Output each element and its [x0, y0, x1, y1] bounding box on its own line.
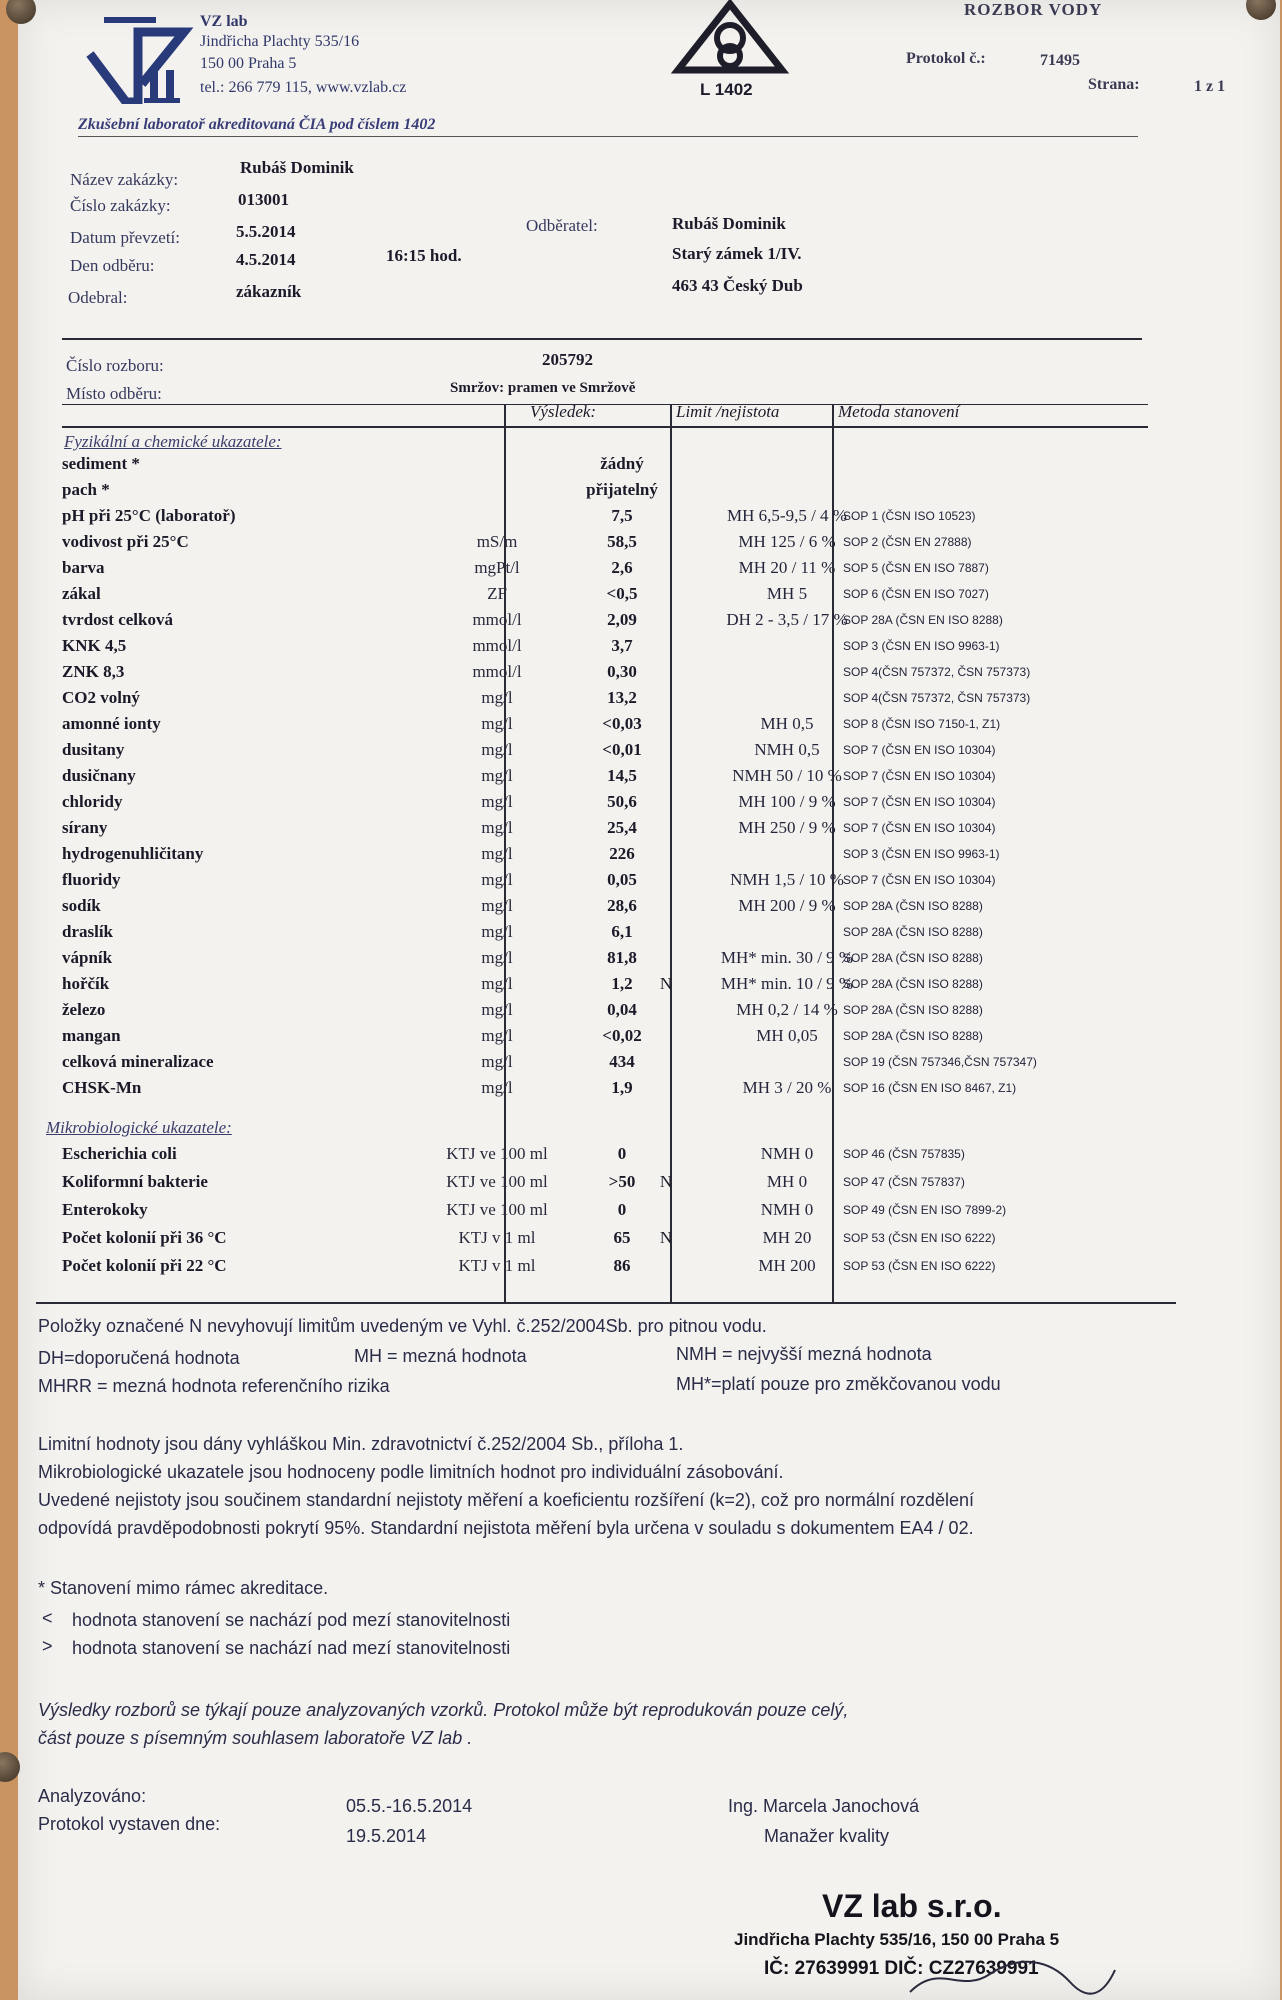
parameter-method: SOP 3 (ČSN EN ISO 9963-1): [843, 639, 1000, 653]
parameter-unit: mmol/l: [472, 662, 522, 681]
parameter-unit: KTJ ve 100 ml: [446, 1172, 548, 1191]
parameter-name: vodivost při 25°C: [62, 532, 189, 551]
table-row: [62, 818, 1172, 844]
issued-label: Protokol vystaven dne:: [38, 1814, 221, 1834]
parameter-limit: MH 0,2 / 14 %: [736, 1000, 838, 1019]
table-row: [62, 714, 1172, 740]
parameter-method: SOP 7 (ČSN EN ISO 10304): [843, 795, 996, 809]
accreditation-line: Zkušební laboratoř akreditovaná ČIA pod číslem 1402: [78, 116, 436, 133]
parameter-unit: mmol/l: [472, 610, 522, 629]
customer-label: Odběratel:: [526, 216, 598, 235]
parameter-result: <0,03: [602, 714, 642, 733]
order-name-label: Název zakázky:: [70, 170, 179, 189]
cia-accreditation-logo: [670, 0, 790, 82]
table-row: [62, 1256, 1172, 1282]
legend-n-items: Položky označené N nevyhovují limitům uvedeným ve Vyhl. č.252/2004Sb. pro pitnou vodu.: [38, 1316, 767, 1336]
parameter-limit: MH 5: [766, 584, 808, 603]
parameter-unit: mmol/l: [472, 636, 522, 655]
parameter-method: SOP 16 (ČSN EN ISO 8467, Z1): [843, 1081, 1017, 1095]
parameter-unit: KTJ v 1 ml: [458, 1256, 536, 1275]
analysis-number-value: 205792: [542, 350, 593, 369]
parameter-result: 13,2: [607, 688, 637, 707]
table-row: [62, 636, 1172, 662]
parameter-method: SOP 28A (ČSN ISO 8288): [843, 977, 983, 991]
table-row: [62, 974, 1172, 1000]
parameter-unit: mg/l: [481, 688, 513, 707]
parameter-result: <0,01: [602, 740, 642, 759]
stamp-address: Jindřicha Plachty 535/16, 150 00 Praha 5: [734, 1930, 1060, 1949]
table-row: [62, 454, 1172, 480]
parameter-limit: MH 125 / 6 %: [738, 532, 836, 551]
page-value: 1 z 1: [1194, 78, 1226, 95]
parameter-flag: N: [659, 974, 673, 993]
sampling-place-label: Místo odběru:: [66, 384, 162, 403]
parameter-result: 0: [617, 1144, 627, 1163]
parameter-method: SOP 53 (ČSN EN ISO 6222): [843, 1231, 996, 1245]
parameter-name: KNK 4,5: [62, 636, 127, 655]
parameter-name: sediment *: [62, 454, 140, 473]
parameter-name: Enterokoky: [62, 1200, 148, 1219]
protocol-label: Protokol č.:: [906, 50, 986, 67]
section-physchem: Fyzikální a chemické ukazatele:: [64, 432, 282, 451]
analyzed-value: 05.5.-16.5.2014: [346, 1796, 473, 1816]
column-header-result: Výsledek:: [530, 402, 597, 421]
pin-bottom-left: [0, 1752, 20, 1782]
parameter-limit: NMH 50 / 10 %: [732, 766, 842, 785]
parameter-method: SOP 28A (ČSN ISO 8288): [843, 1029, 983, 1043]
document-title: ROZBOR VODY: [964, 0, 1103, 19]
parameter-name: mangan: [62, 1026, 121, 1045]
analyzed-label: Analyzováno:: [38, 1786, 147, 1806]
table-row: [62, 870, 1172, 896]
parameter-name: vápník: [62, 948, 113, 967]
parameter-result: 6,1: [611, 922, 633, 941]
parameter-method: SOP 7 (ČSN EN ISO 10304): [843, 821, 996, 835]
parameter-unit: mg/l: [481, 1078, 513, 1097]
parameter-name: železo: [62, 1000, 106, 1019]
legend-nmh: NMH = nejvyšší mezná hodnota: [676, 1344, 932, 1364]
customer-city: 463 43 Český Dub: [672, 276, 803, 295]
parameter-result: 1,9: [611, 1078, 633, 1097]
parameter-limit: MH* min. 30 / 9 %: [720, 948, 854, 967]
parameter-name: Počet kolonií při 36 °C: [62, 1228, 227, 1247]
table-row: [62, 1052, 1172, 1078]
table-row: [62, 610, 1172, 636]
lab-contact: tel.: 266 779 115, www.vzlab.cz: [200, 79, 407, 96]
parameter-method: SOP 28A (ČSN EN ISO 8288): [843, 613, 1003, 627]
parameter-limit: MH 250 / 9 %: [738, 818, 836, 837]
disclaimer-line2: část pouze s písemným souhlasem laboratoře VZ lab .: [38, 1728, 473, 1748]
parameter-method: SOP 4(ČSN 757372, ČSN 757373): [843, 665, 1031, 679]
parameter-result: 2,6: [611, 558, 633, 577]
parameter-unit: KTJ v 1 ml: [458, 1228, 536, 1247]
lab-address-line2: 150 00 Praha 5: [200, 55, 297, 72]
parameter-name: CHSK-Mn: [62, 1078, 142, 1097]
table-row: [62, 688, 1172, 714]
table-row: [62, 1200, 1172, 1226]
parameter-name: Escherichia coli: [62, 1144, 177, 1163]
parameter-unit: mg/l: [481, 922, 513, 941]
cia-code: L 1402: [700, 80, 753, 99]
parameter-unit: mg/l: [481, 870, 513, 889]
parameter-result: 58,5: [607, 532, 637, 551]
parameter-method: SOP 46 (ČSN 757835): [843, 1147, 965, 1161]
table-row: [62, 1172, 1172, 1198]
table-row: [62, 1144, 1172, 1170]
parameter-method: SOP 28A (ČSN ISO 8288): [843, 1003, 983, 1017]
parameter-result: 434: [609, 1052, 635, 1071]
lab-name: VZ lab: [200, 13, 248, 30]
order-number-value: 013001: [238, 190, 289, 209]
symbol-lt: <: [42, 1608, 53, 1628]
parameter-name: pach *: [62, 480, 110, 499]
parameter-name: amonné ionty: [62, 714, 161, 733]
issued-value: 19.5.2014: [346, 1826, 427, 1846]
parameter-result: 14,5: [607, 766, 637, 785]
parameter-unit: mgPt/l: [474, 558, 520, 577]
table-row: [62, 896, 1172, 922]
accreditation-rule: [78, 136, 1138, 137]
parameter-method: SOP 3 (ČSN EN ISO 9963-1): [843, 847, 1000, 861]
parameter-unit: mg/l: [481, 818, 513, 837]
note-limits: Limitní hodnoty jsou dány vyhláškou Min. zdravotnictví č.252/2004 Sb., příloha 1.: [38, 1434, 684, 1454]
table-row: [62, 922, 1172, 948]
parameter-unit: mg/l: [481, 1026, 513, 1045]
parameter-name: Koliformní bakterie: [62, 1172, 208, 1191]
parameter-limit: NMH 0: [760, 1200, 814, 1219]
parameter-method: SOP 7 (ČSN EN ISO 10304): [843, 769, 996, 783]
column-header-rule: [62, 426, 1148, 428]
lab-address-line1: Jindřicha Plachty 535/16: [200, 33, 360, 50]
note-uncertainty-2: odpovídá pravděpodobnosti pokrytí 95%. Standardní nejistota měření byla určena v souladu s dokumentem EA4 / 02.: [38, 1518, 974, 1538]
table-row: [62, 740, 1172, 766]
parameter-unit: mg/l: [481, 1000, 513, 1019]
parameter-limit: MH 20: [762, 1228, 812, 1247]
parameter-flag: N: [659, 1228, 673, 1247]
signature: [900, 1952, 1120, 1998]
page-label: Strana:: [1088, 76, 1140, 93]
parameter-result: 0,05: [607, 870, 637, 889]
parameter-method: SOP 8 (ČSN ISO 7150-1, Z1): [843, 717, 1001, 731]
sampled-by-value: zákazník: [236, 282, 302, 301]
legend-dh: DH=doporučená hodnota: [38, 1348, 240, 1368]
parameter-result: 0,30: [607, 662, 637, 681]
parameter-name: barva: [62, 558, 105, 577]
symbol-star: * Stanovení mimo rámec akreditace.: [38, 1578, 329, 1598]
parameter-unit: mg/l: [481, 974, 513, 993]
parameter-unit: KTJ ve 100 ml: [446, 1144, 548, 1163]
disclaimer-line1: Výsledky rozborů se týkají pouze analyzovaných vzorků. Protokol může být reprodukován pouze celý,: [38, 1700, 849, 1720]
parameter-name: fluoridy: [62, 870, 121, 889]
parameter-method: SOP 1 (ČSN ISO 10523): [843, 509, 976, 523]
signer-name: Ing. Marcela Janochová: [728, 1796, 920, 1816]
parameter-limit: MH* min. 10 / 9 %: [720, 974, 854, 993]
table-row: [62, 844, 1172, 870]
parameter-result: 226: [609, 844, 635, 863]
parameter-limit: NMH 0,5: [754, 740, 820, 759]
order-divider: [62, 338, 1142, 340]
parameter-unit: mg/l: [481, 740, 513, 759]
parameter-result: 0: [617, 1200, 627, 1219]
parameter-method: SOP 7 (ČSN EN ISO 10304): [843, 743, 996, 757]
parameter-result: 50,6: [607, 792, 637, 811]
section-micro: Mikrobiologické ukazatele:: [46, 1118, 232, 1137]
sampled-by-label: Odebral:: [68, 288, 128, 307]
parameter-name: hořčík: [62, 974, 110, 993]
parameter-limit: NMH 1,5 / 10 %: [730, 870, 844, 889]
parameter-method: SOP 28A (ČSN ISO 8288): [843, 951, 983, 965]
parameter-result: 2,09: [607, 610, 637, 629]
parameter-unit: ZF: [487, 584, 507, 603]
parameter-limit: MH 0,5: [760, 714, 814, 733]
table-row: [62, 558, 1172, 584]
parameter-name: pH při 25°C (laboratoř): [62, 506, 236, 525]
parameter-name: Počet kolonií při 22 °C: [62, 1256, 227, 1275]
parameter-limit: MH 200: [758, 1256, 816, 1275]
parameter-unit: KTJ ve 100 ml: [446, 1200, 548, 1219]
parameter-result: 81,8: [607, 948, 637, 967]
parameter-method: SOP 6 (ČSN EN ISO 7027): [843, 587, 989, 601]
parameter-result: >50: [608, 1172, 636, 1191]
note-uncertainty-1: Uvedené nejistoty jsou součinem standardní nejistoty měření a koeficientu rozšíření (k=2), což pro normální rozdělení: [38, 1490, 974, 1510]
table-row: [62, 506, 1172, 532]
parameter-limit: MH 100 / 9 %: [738, 792, 836, 811]
symbol-gt-text: hodnota stanovení se nachází nad mezí stanovitelnosti: [72, 1638, 511, 1658]
note-micro: Mikrobiologické ukazatele jsou hodnoceny podle limitních hodnot pro individuální zásobování.: [38, 1462, 784, 1482]
parameter-limit: MH 200 / 9 %: [738, 896, 836, 915]
column-header-method: Metoda stanovení: [838, 402, 960, 421]
parameter-limit: DH 2 - 3,5 / 17 %: [726, 610, 848, 629]
sampling-day-value: 4.5.2014: [236, 250, 296, 269]
parameter-result: přijatelný: [586, 480, 658, 499]
parameter-unit: mg/l: [481, 1052, 513, 1071]
parameter-name: tvrdost celková: [62, 610, 173, 629]
parameter-result: 28,6: [607, 896, 637, 915]
parameter-method: SOP 28A (ČSN ISO 8288): [843, 925, 983, 939]
parameter-name: celková mineralizace: [62, 1052, 214, 1071]
parameter-limit: MH 0,05: [756, 1026, 818, 1045]
parameter-name: CO2 volný: [62, 688, 140, 707]
table-row: [62, 1000, 1172, 1026]
table-row: [62, 532, 1172, 558]
parameter-name: draslík: [62, 922, 114, 941]
parameter-name: hydrogenuhličitany: [62, 844, 204, 863]
parameter-method: SOP 28A (ČSN ISO 8288): [843, 899, 983, 913]
sampling-place-value: Smržov: pramen ve Smržově: [450, 380, 636, 396]
table-row: [62, 1026, 1172, 1052]
customer-name: Rubáš Dominik: [672, 214, 786, 233]
analysis-number-label: Číslo rozboru:: [66, 356, 164, 375]
table-row: [62, 948, 1172, 974]
customer-street: Starý zámek 1/IV.: [672, 244, 802, 263]
parameter-name: ZNK 8,3: [62, 662, 125, 681]
parameter-limit: MH 6,5-9,5 / 4 %: [727, 506, 847, 525]
parameter-limit: NMH 0: [760, 1144, 814, 1163]
parameter-method: SOP 49 (ČSN EN ISO 7899-2): [843, 1203, 1007, 1217]
stamp-ids: IČ: 27639991 DIČ: CZ27639991: [764, 1958, 1039, 1979]
parameter-name: chloridy: [62, 792, 123, 811]
parameter-method: SOP 7 (ČSN EN ISO 10304): [843, 873, 996, 887]
parameter-unit: mS/m: [476, 532, 518, 551]
parameter-result: 86: [613, 1256, 631, 1275]
parameter-result: 3,7: [611, 636, 633, 655]
parameter-name: sodík: [62, 896, 101, 915]
parameter-limit: MH 3 / 20 %: [742, 1078, 832, 1097]
place-rule: [62, 404, 1148, 405]
parameter-name: sírany: [62, 818, 108, 837]
parameter-result: <0,02: [602, 1026, 642, 1045]
parameter-method: SOP 53 (ČSN EN ISO 6222): [843, 1259, 996, 1273]
parameter-method: SOP 5 (ČSN EN ISO 7887): [843, 561, 989, 575]
sampling-time: 16:15 hod.: [386, 246, 462, 265]
table-row: [62, 1078, 1172, 1104]
parameter-limit: MH 0: [766, 1172, 808, 1191]
symbol-gt: >: [42, 1636, 53, 1656]
parameter-result: <0,5: [606, 584, 638, 603]
parameter-unit: mg/l: [481, 714, 513, 733]
received-date-label: Datum převzetí:: [70, 228, 180, 247]
parameter-method: SOP 19 (ČSN 757346,ČSN 757347): [843, 1055, 1037, 1069]
table-row: [62, 662, 1172, 688]
table-row: [62, 480, 1172, 506]
parameter-result: 0,04: [607, 1000, 637, 1019]
stamp-company: VZ lab s.r.o.: [822, 1888, 1002, 1924]
legend-mhstar: MH*=platí pouze pro změkčovanou vodu: [676, 1374, 1001, 1394]
table-bottom-rule: [36, 1302, 1176, 1304]
parameter-result: 25,4: [607, 818, 637, 837]
parameter-unit: mg/l: [481, 844, 513, 863]
parameter-method: SOP 2 (ČSN EN 27888): [843, 535, 972, 549]
column-header-limit: Limit /nejistota: [676, 402, 780, 421]
parameter-flag: N: [659, 1172, 673, 1191]
table-row: [62, 584, 1172, 610]
vz-lab-logo: [86, 14, 196, 104]
order-name-value: Rubáš Dominik: [240, 158, 354, 177]
signer-role: Manažer kvality: [764, 1826, 890, 1846]
legend-mh: MH = mezná hodnota: [354, 1346, 527, 1366]
parameter-limit: MH 20 / 11 %: [738, 558, 836, 577]
parameter-result: 7,5: [611, 506, 633, 525]
parameter-result: 1,2: [611, 974, 633, 993]
parameter-result: žádný: [600, 454, 644, 473]
parameter-result: 65: [613, 1228, 631, 1247]
sampling-day-label: Den odběru:: [70, 256, 155, 275]
parameter-method: SOP 47 (ČSN 757837): [843, 1175, 965, 1189]
parameter-unit: mg/l: [481, 766, 513, 785]
protocol-number: 71495: [1040, 52, 1080, 69]
parameter-name: dusičnany: [62, 766, 136, 785]
table-row: [62, 792, 1172, 818]
table-row: [62, 1228, 1172, 1254]
symbol-lt-text: hodnota stanovení se nachází pod mezí stanovitelnosti: [72, 1610, 511, 1630]
table-row: [62, 766, 1172, 792]
legend-mhrr: MHRR = mezná hodnota referenčního rizika: [38, 1376, 390, 1396]
received-date-value: 5.5.2014: [236, 222, 296, 241]
parameter-unit: mg/l: [481, 948, 513, 967]
parameter-method: SOP 4(ČSN 757372, ČSN 757373): [843, 691, 1031, 705]
parameter-unit: mg/l: [481, 896, 513, 915]
parameter-name: dusitany: [62, 740, 125, 759]
order-number-label: Číslo zakázky:: [70, 196, 171, 215]
parameter-name: zákal: [62, 584, 101, 603]
parameter-unit: mg/l: [481, 792, 513, 811]
